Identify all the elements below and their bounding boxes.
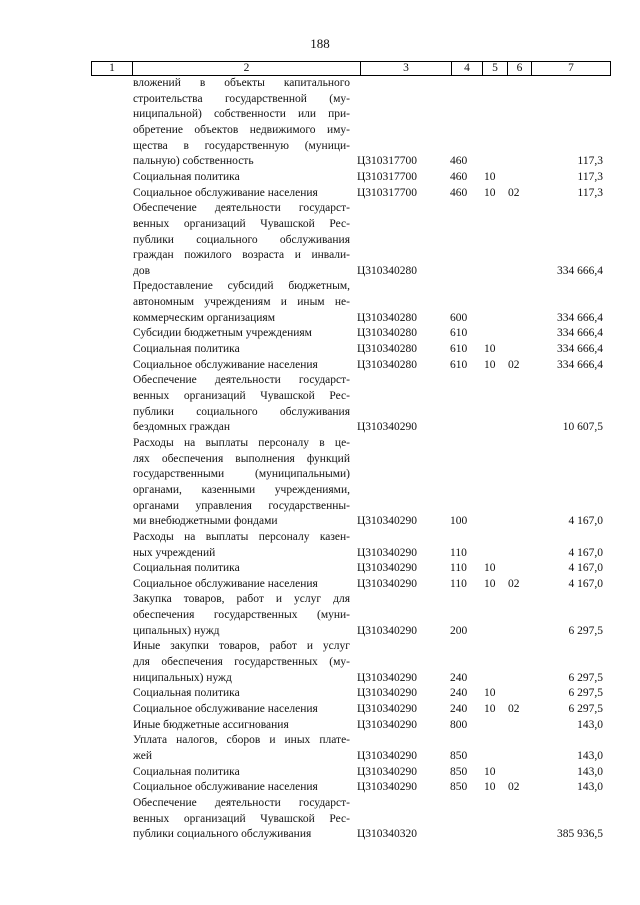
table-row (0, 295, 640, 311)
row-amount: 4 167,0 (568, 546, 603, 559)
row-target-code: Ц310340320 (357, 828, 418, 841)
table-row (0, 499, 640, 515)
table-row (0, 467, 640, 483)
row-amount: 6 297,5 (568, 671, 603, 684)
row-target-code: Ц310340290 (357, 781, 418, 794)
row-expense-type: 850 (450, 765, 468, 778)
row-name: Предоставление субсидий бюджетным, (133, 280, 350, 293)
row-target-code: Ц310340280 (357, 264, 418, 277)
table-row (0, 248, 640, 264)
row-amount: 334 666,4 (557, 358, 603, 371)
row-amount: 117,3 (577, 155, 603, 168)
table-row (0, 92, 640, 108)
row-amount: 334 666,4 (557, 327, 603, 340)
table-row (0, 264, 640, 280)
row-amount: 6 297,5 (568, 624, 603, 637)
row-target-code: Ц310340280 (357, 343, 418, 356)
row-name: государственными (муниципальными) (133, 468, 350, 481)
row-amount: 117,3 (577, 170, 603, 183)
table-row (0, 233, 640, 249)
table-row (0, 123, 640, 139)
row-amount: 334 666,4 (557, 264, 603, 277)
row-target-code: Ц310340290 (357, 624, 418, 637)
column-header-row (92, 62, 611, 76)
row-name: коммерческим организациям (133, 311, 275, 324)
row-expense-type: 240 (450, 687, 468, 700)
column-header-4: 4 (452, 62, 483, 76)
row-section: 10 (484, 186, 496, 199)
row-expense-type: 800 (450, 718, 468, 731)
row-amount: 334 666,4 (557, 343, 603, 356)
row-amount: 10 607,5 (562, 421, 603, 434)
row-expense-type: 110 (450, 562, 467, 575)
row-expense-type: 460 (450, 186, 468, 199)
row-name: Субсидии бюджетным учреждениям (133, 327, 312, 340)
row-name: Уплата налогов, сборов и иных плате- (133, 734, 350, 747)
table-row (0, 420, 640, 436)
table-row (0, 139, 640, 155)
row-target-code: Ц310340290 (357, 546, 418, 559)
table-row (0, 812, 640, 828)
row-section: 10 (484, 703, 496, 715)
table-row (0, 780, 640, 796)
row-name: Социальная политика (133, 687, 240, 700)
row-expense-type: 240 (450, 703, 468, 715)
table-row (0, 608, 640, 624)
row-name: ми внебюджетными фондами (133, 515, 278, 528)
row-name: жей (133, 749, 153, 762)
row-name: Иные закупки товаров, работ и услуг (133, 640, 350, 653)
row-expense-type: 100 (450, 515, 468, 528)
row-name: венных организаций Чувашской Рес- (133, 390, 350, 402)
row-amount: 143,0 (577, 718, 603, 731)
row-target-code: Ц310340290 (357, 562, 418, 575)
table-row (0, 436, 640, 452)
row-expense-type: 460 (450, 170, 468, 183)
row-amount: 6 297,5 (568, 703, 603, 715)
row-name: Социальное обслуживание населения (133, 703, 318, 715)
row-target-code: Ц310340290 (357, 749, 418, 762)
row-section: 10 (484, 765, 496, 778)
row-amount: 385 936,5 (557, 828, 603, 841)
row-expense-type: 460 (450, 155, 468, 168)
column-header-7: 7 (532, 62, 611, 76)
row-name: ципальных) нужд (133, 624, 220, 637)
table-row (0, 796, 640, 812)
table-row (0, 342, 640, 358)
row-name: граждан пожилого возраста и инвали- (133, 249, 350, 262)
row-name: автономным учреждениям и иным не- (133, 296, 350, 309)
row-section: 10 (484, 170, 496, 183)
row-name: для обеспечения государственных (му- (133, 656, 350, 669)
table-row (0, 201, 640, 217)
row-subsection: 02 (508, 703, 520, 715)
row-subsection: 02 (508, 358, 520, 371)
row-name: дов (133, 264, 151, 277)
table-row (0, 358, 640, 374)
row-target-code: Ц310340280 (357, 327, 418, 340)
column-header-3: 3 (361, 62, 452, 76)
row-name: строительства государственной (му- (133, 92, 350, 105)
row-name: Социальное обслуживание населения (133, 186, 318, 199)
column-header-table (91, 61, 611, 76)
row-amount: 4 167,0 (568, 515, 603, 528)
row-target-code: Ц310340280 (357, 358, 418, 371)
row-expense-type: 850 (450, 781, 468, 794)
row-expense-type: 110 (450, 546, 467, 559)
table-row (0, 749, 640, 765)
table-row (0, 76, 640, 92)
table-row (0, 217, 640, 233)
table-row (0, 389, 640, 405)
row-amount: 4 167,0 (568, 562, 603, 575)
row-subsection: 02 (508, 781, 520, 794)
row-name: Социальное обслуживание населения (133, 358, 318, 371)
table-row (0, 655, 640, 671)
row-target-code: Ц310340280 (357, 311, 418, 324)
row-target-code: Ц310317700 (357, 170, 418, 183)
row-target-code: Ц310340290 (357, 765, 418, 778)
row-section: 10 (484, 577, 496, 590)
row-target-code: Ц310317700 (357, 186, 418, 199)
row-name: Закупка товаров, работ и услуг для (133, 593, 350, 606)
row-amount: 6 297,5 (568, 687, 603, 700)
row-name: Социальное обслуживание населения (133, 577, 318, 590)
table-row (0, 561, 640, 577)
table-row (0, 405, 640, 421)
table-row (0, 452, 640, 468)
row-amount: 117,3 (577, 186, 603, 199)
row-name: пальную) собственность (133, 155, 254, 168)
row-amount: 4 167,0 (568, 577, 603, 590)
row-name: Обеспечение деятельности государст- (133, 374, 350, 387)
table-row (0, 154, 640, 170)
row-section: 10 (484, 781, 496, 794)
row-target-code: Ц310340290 (357, 421, 418, 434)
table-row (0, 733, 640, 749)
row-name: органами управления государственны- (133, 499, 350, 512)
table-row (0, 671, 640, 687)
row-name: публики социального обслуживания (133, 233, 350, 246)
row-name: лях обеспечения выполнения функций (133, 452, 350, 465)
table-row (0, 639, 640, 655)
table-row (0, 702, 640, 718)
row-target-code: Ц310340290 (357, 515, 418, 528)
row-name: Расходы на выплаты персоналу в це- (133, 436, 350, 449)
row-expense-type: 610 (450, 343, 468, 356)
row-name: бездомных граждан (133, 421, 231, 434)
row-target-code: Ц310340290 (357, 577, 418, 590)
row-name: обеспечения государственных (муни- (133, 609, 350, 622)
row-section: 10 (484, 562, 496, 575)
row-amount: 334 666,4 (557, 311, 603, 324)
row-section: 10 (484, 358, 496, 371)
row-expense-type: 850 (450, 749, 468, 762)
row-name: органами, казенными учреждениями, (133, 483, 350, 496)
row-name: публики социального обслуживания (133, 405, 350, 418)
row-amount: 143,0 (577, 765, 603, 778)
row-name: Социальная политика (133, 765, 240, 778)
table-row (0, 577, 640, 593)
row-name: ниципальной) собственности или при- (133, 108, 350, 121)
table-row (0, 686, 640, 702)
table-row (0, 546, 640, 562)
row-name: ных учреждений (133, 546, 216, 559)
table-row (0, 514, 640, 530)
row-target-code: Ц310340290 (357, 703, 418, 715)
row-name: ниципальных) нужд (133, 671, 232, 684)
column-header-1: 1 (92, 62, 133, 76)
row-target-code: Ц310340290 (357, 718, 418, 731)
row-name: Расходы на выплаты персоналу казен- (133, 530, 350, 543)
row-target-code: Ц310340290 (357, 687, 418, 700)
table-row (0, 718, 640, 734)
row-name: публики социального обслуживания (133, 828, 312, 841)
table-row (0, 765, 640, 781)
table-row (0, 624, 640, 640)
row-section: 10 (484, 687, 496, 700)
column-header-2: 2 (133, 62, 361, 76)
row-expense-type: 600 (450, 311, 468, 324)
page-number: 188 (310, 36, 330, 51)
row-name: Иные бюджетные ассигнования (133, 718, 289, 731)
row-section: 10 (484, 343, 496, 356)
row-amount: 143,0 (577, 749, 603, 762)
row-expense-type: 610 (450, 358, 468, 371)
table-row (0, 326, 640, 342)
row-name: Социальная политика (133, 343, 240, 356)
row-name: Обеспечение деятельности государст- (133, 202, 350, 215)
row-target-code: Ц310340290 (357, 671, 418, 684)
row-expense-type: 240 (450, 671, 468, 684)
row-name: Социальная политика (133, 170, 240, 183)
row-expense-type: 200 (450, 624, 468, 637)
table-row (0, 373, 640, 389)
table-row (0, 311, 640, 327)
table-row (0, 279, 640, 295)
row-target-code: Ц310317700 (357, 155, 418, 168)
table-row (0, 592, 640, 608)
row-amount: 143,0 (577, 781, 603, 794)
row-subsection: 02 (508, 577, 520, 590)
table-row (0, 483, 640, 499)
row-name: обретение объектов недвижимого иму- (133, 123, 350, 136)
row-name: Социальное обслуживание населения (133, 781, 318, 794)
table-row (0, 530, 640, 546)
table-row (0, 186, 640, 202)
table-row (0, 827, 640, 843)
row-name: вложений в объекты капитального (133, 77, 350, 89)
column-header-6: 6 (508, 62, 532, 76)
row-expense-type: 110 (450, 577, 467, 590)
row-name: Обеспечение деятельности государст- (133, 796, 350, 809)
row-name: Социальная политика (133, 562, 240, 575)
row-name: щества в государственную (муници- (133, 139, 350, 152)
column-header-5: 5 (483, 62, 508, 76)
table-row (0, 170, 640, 186)
table-row (0, 107, 640, 123)
row-expense-type: 610 (450, 327, 468, 340)
row-subsection: 02 (508, 186, 520, 199)
row-name: венных организаций Чувашской Рес- (133, 812, 350, 825)
row-name: венных организаций Чувашской Рес- (133, 217, 350, 230)
